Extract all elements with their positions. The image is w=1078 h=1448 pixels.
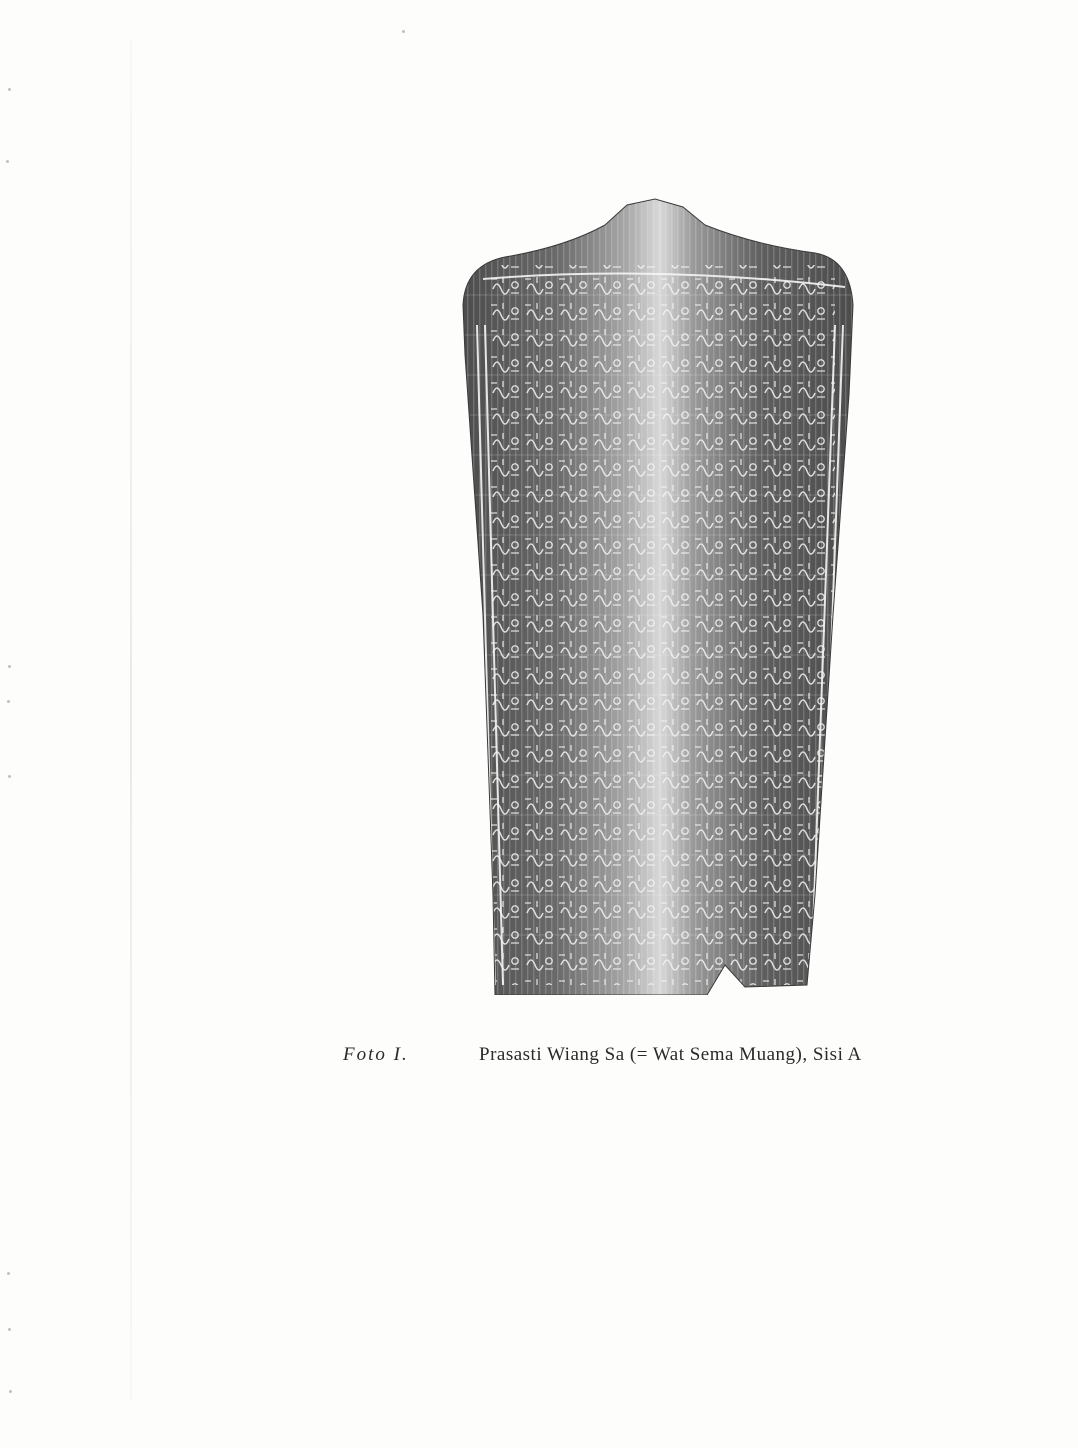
scan-speck (6, 160, 9, 163)
scan-speck (8, 775, 11, 778)
scan-speck (8, 665, 11, 668)
stele-image (455, 195, 865, 995)
scan-speck (402, 30, 405, 33)
scan-speck (7, 700, 10, 703)
scan-speck (7, 1272, 10, 1275)
figure-caption-text: Prasasti Wiang Sa (= Wat Sema Muang), Sisi A (479, 1044, 862, 1065)
scan-speck (9, 1390, 12, 1393)
figure-label: Foto I. (343, 1044, 409, 1065)
binding-margin-line (130, 40, 132, 1400)
scan-speck (8, 88, 11, 91)
scan-speck (8, 1328, 11, 1331)
figure-caption (343, 1044, 983, 1074)
stele-photograph (455, 195, 865, 995)
